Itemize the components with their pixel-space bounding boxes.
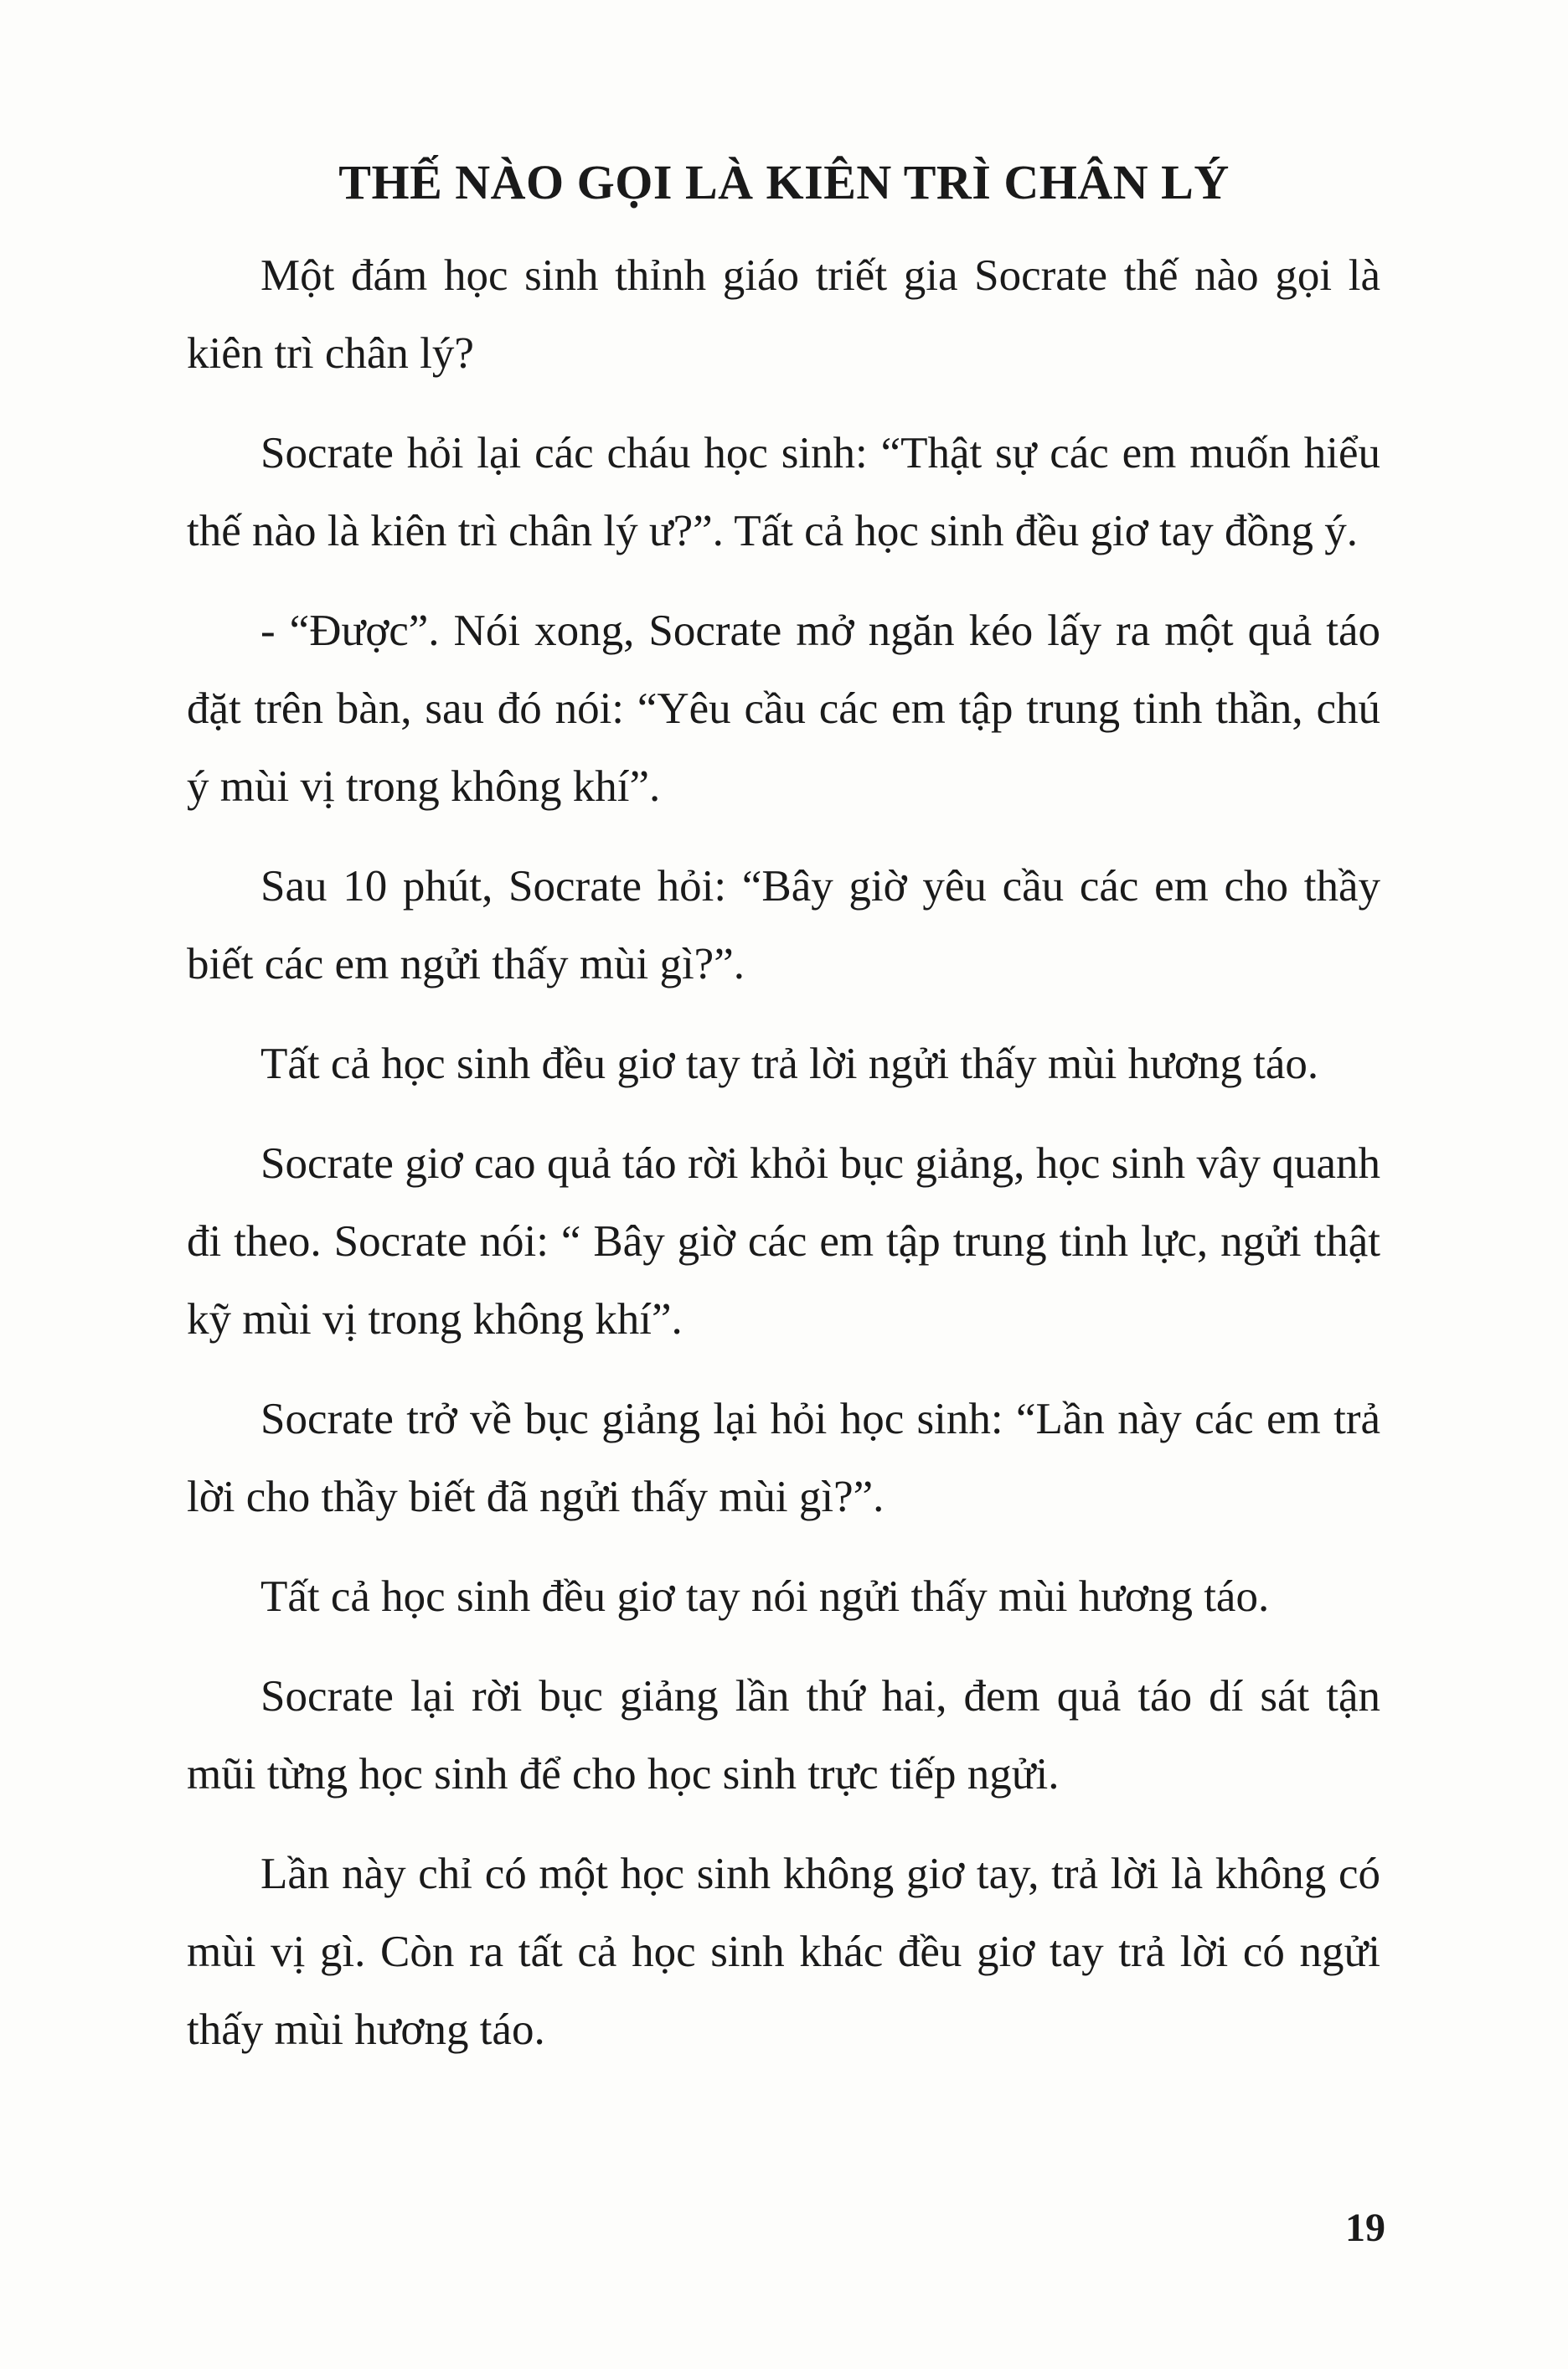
paragraph-1: Một đám học sinh thỉnh giáo triết gia Socrate thế nào gọi là kiên trì chân lý? [187, 251, 1380, 378]
page-number: 19 [1345, 2206, 1385, 2250]
paragraph-6: Socrate giơ cao quả táo rời khỏi bục giảng, học sinh vây quanh đi theo. Socrate nói: “ Bây giờ các em tập trung tinh lực, ngửi thật kỹ mùi vị trong không khí”. [187, 1139, 1380, 1344]
paragraph-7: Socrate trở về bục giảng lại hỏi học sinh: “Lần này các em trả lời cho thầy biết đã ngửi thấy mùi gì?”. [187, 1395, 1380, 1521]
paragraph-2: Socrate hỏi lại các cháu học sinh: “Thật sự các em muốn hiểu thế nào là kiên trì chân lý ư?”. Tất cả học sinh đều giơ tay đồng ý. [187, 429, 1380, 555]
paragraph-3: - “Được”. Nói xong, Socrate mở ngăn kéo lấy ra một quả táo đặt trên bàn, sau đó nói: “Yêu cầu các em tập trung tinh thần, chú ý mùi vị trong không khí”. [187, 606, 1380, 811]
paragraph-5: Tất cả học sinh đều giơ tay trả lời ngửi thấy mùi hương táo. [260, 1040, 1319, 1088]
paragraph-4: Sau 10 phút, Socrate hỏi: “Bây giờ yêu cầu các em cho thầy biết các em ngửi thấy mùi gì?”. [187, 862, 1380, 988]
paragraph-10: Lần này chỉ có một học sinh không giơ tay, trả lời là không có mùi vị gì. Còn ra tất cả học sinh khác đều giơ tay trả lời có ngửi thấy mùi hương táo. [187, 1850, 1380, 2054]
paragraph-9: Socrate lại rời bục giảng lần thứ hai, đem quả táo dí sát tận mũi từng học sinh để cho học sinh trực tiếp ngửi. [187, 1672, 1380, 1799]
body-text [187, 237, 1380, 2091]
paragraph-8: Tất cả học sinh đều giơ tay nói ngửi thấy mùi hương táo. [260, 1572, 1270, 1621]
chapter-title: THẾ NÀO GỌI LÀ KIÊN TRÌ CHÂN LÝ [338, 155, 1230, 209]
